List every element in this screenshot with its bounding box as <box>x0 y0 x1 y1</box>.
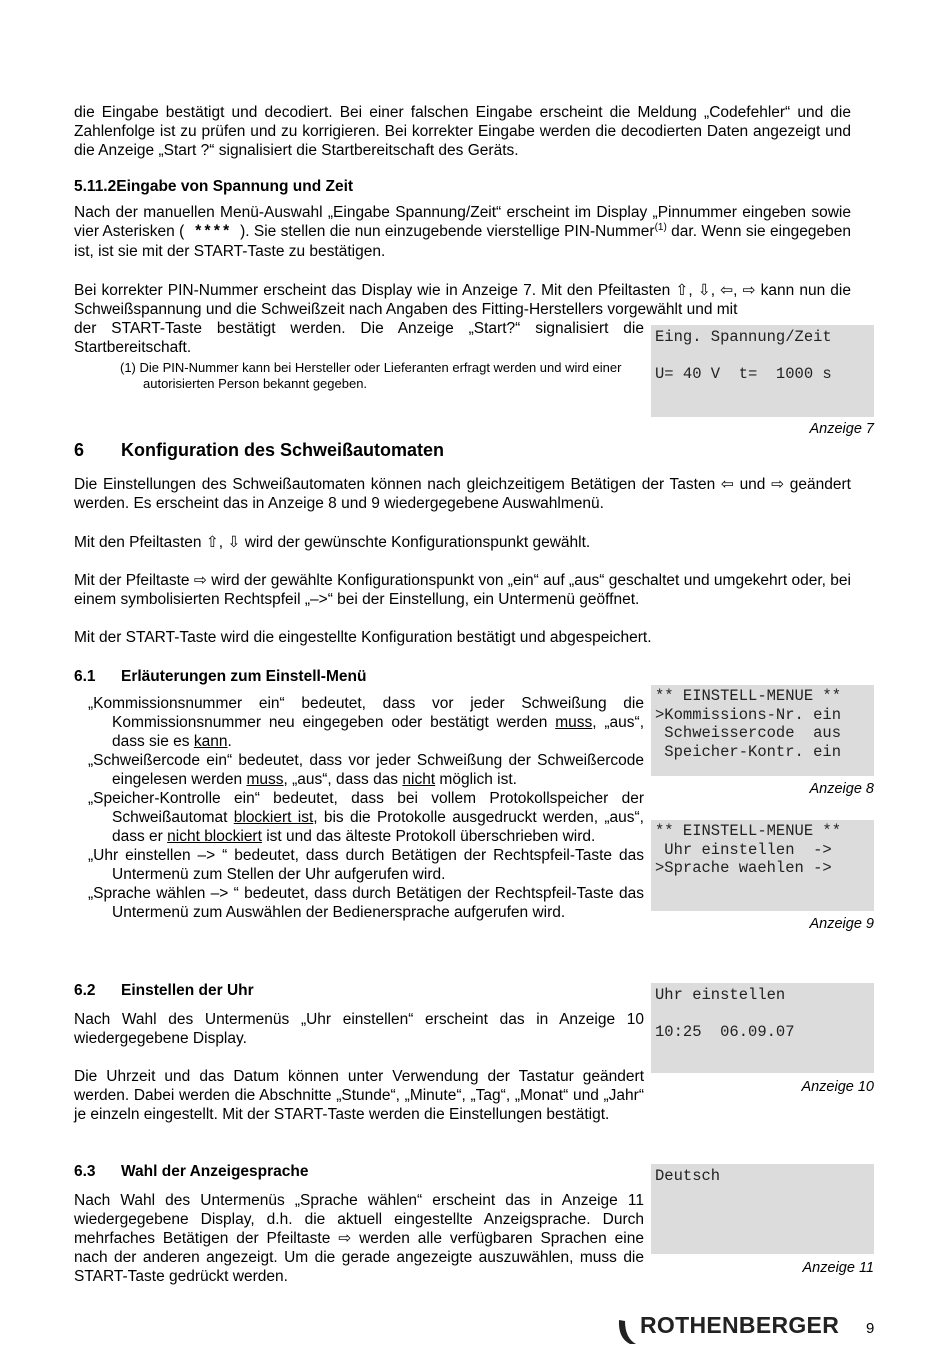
display-anzeige-8 <box>651 685 874 776</box>
display-anzeige-11 <box>651 1164 874 1254</box>
caption-anzeige-8: Anzeige 8 <box>809 781 874 797</box>
display-line: Uhr einstellen <box>655 986 786 1004</box>
display-line: Speicher-Kontr. ein <box>655 742 842 761</box>
brand-name: ROTHENBERGER <box>640 1312 840 1338</box>
caption-anzeige-9: Anzeige 9 <box>809 916 874 932</box>
s6-paragraph-1: Die Einstellungen des Schweißautomaten können nach gleichzeitigem Betätigen der Tasten ⇦ und ⇨ geändert werden. Es erscheint das in Anzeige 8 und 9 wiedergegebene Auswahlmenü. <box>74 476 851 512</box>
list-item: „Speicher-Kontrolle ein“ bedeutet, dass bei vollem Protokollspeicher der Schweißautomat blockiert ist, bis die Protokolle ausgedruckt werden, „aus“, dass er nicht blockiert ist und das älteste Protokoll überschrieben wird. <box>88 790 644 845</box>
display-anzeige-7 <box>651 325 874 417</box>
display-line <box>655 1005 874 1024</box>
section-6-2-heading: 6.2 Einstellen der Uhr <box>74 982 254 999</box>
list-item: „Uhr einstellen –> “ bedeutet, dass durch Betätigen der Rechtspfeil-Taste das Untermenü zum Stellen der Uhr aufgerufen wird. <box>88 847 644 883</box>
caption-anzeige-7: Anzeige 7 <box>809 421 874 437</box>
list-item: „Kommissionsnummer ein“ bedeutet, dass vor jeder Schweißung die Kommissionsnummer neu eingegeben oder bestätigt werden muss, „aus“, dass sie es kann. <box>88 695 645 750</box>
intro-paragraph: die Eingabe bestätigt und decodiert. Bei einer falschen Eingabe erscheint die Meldung „Codefehler“ und die Zahlenfolge ist zu prüfen und zu korrigieren. Bei korrekter Eingabe werden die decodierten Daten angezeigt und die Anzeige „Start ?“ signalisiert die Startbereitschaft des Geräts. <box>74 104 851 159</box>
section-6-3-heading: 6.3 Wahl der Anzeigesprache <box>74 1163 309 1180</box>
s6-paragraph-4: Mit der START-Taste wird die eingestellte Konfiguration bestätigt und abgespeichert. <box>74 629 652 646</box>
display-line: ** EINSTELL-MENUE ** <box>655 822 842 840</box>
page-number: 9 <box>866 1320 875 1337</box>
section-6-1-heading: 6.1 Erläuterungen zum Einstell-Menü <box>74 668 367 685</box>
s62-paragraph-2: Die Uhrzeit und das Datum können unter Verwendung der Tastatur geändert werden. Dabei werden die Abschnitte „Stunde“, „Minute“, „Tag“, „Monat“ und „Jahr“ je einzeln eingestellt. Mit der START-Taste werden die Einstellungen bestätigt. <box>74 1068 644 1123</box>
display-line: U= 40 V t= 1000 s <box>655 365 832 383</box>
section-5-11-2-heading: 5.11.2Eingabe von Spannung und Zeit <box>74 178 354 195</box>
s5112-paragraph-2a: Bei korrekter PIN-Nummer erscheint das Display wie in Anzeige 7. Mit den Pfeiltasten ⇧, ⇩, ⇦, ⇨ kann nun die Schweißspannung und die Schweißzeit nach Angaben des Fitting-Herstellers vorgewählt und mit <box>74 282 851 318</box>
display-line <box>655 347 874 366</box>
footnote: (1) Die PIN-Nummer kann bei Hersteller oder Lieferanten erfragt werden und wird einer autorisierten Person bekannt gegeben. <box>120 360 622 391</box>
display-line: Eing. Spannung/Zeit <box>655 328 832 346</box>
display-line: ** EINSTELL-MENUE ** <box>655 687 842 705</box>
settings-explanation-list <box>88 694 644 922</box>
list-item: „Sprache wählen –> “ bedeutet, dass durch Betätigen der Rechtspfeil-Taste das Untermenü zum Auswählen der Bedienersprache aufgerufen wird. <box>88 885 644 921</box>
display-line: Schweissercode aus <box>655 724 842 742</box>
s62-paragraph-1: Nach Wahl des Untermenüs „Uhr einstellen“ erscheint das in Anzeige 10 wiedergegebene Display. <box>74 1011 644 1047</box>
caption-anzeige-11: Anzeige 11 <box>802 1260 874 1276</box>
section-6-heading: 6 Konfiguration des Schweißautomaten <box>74 440 445 460</box>
s6-paragraph-3: Mit der Pfeiltaste ⇨ wird der gewählte Konfigurationspunkt von „ein“ auf „aus“ geschaltet und umgekehrt oder, bei einem symbolisierten Rechtspfeil „–>“ bei der Einstellung, ein Untermenü geöffnet. <box>74 572 851 608</box>
list-item: „Schweißercode ein“ bedeutet, dass vor jeder Schweißung der Schweißercode eingelesen werden muss, „aus“, dass das nicht möglich ist. <box>88 752 644 788</box>
display-anzeige-10 <box>651 983 874 1073</box>
s6-paragraph-2: Mit den Pfeiltasten ⇧, ⇩ wird der gewünschte Konfigurationspunkt gewählt. <box>74 534 591 551</box>
display-line: >Sprache waehlen -> <box>655 859 832 877</box>
display-line: Deutsch <box>655 1167 721 1185</box>
display-line: 10:25 06.09.07 <box>655 1023 795 1041</box>
display-line: Uhr einstellen -> <box>655 840 832 859</box>
display-line: >Kommissions-Nr. ein <box>655 705 842 724</box>
s5112-paragraph-1: Nach der manuellen Menü-Auswahl „Eingabe Spannung/Zeit“ erscheint im Display „Pinnummer eingeben sowie vier Asterisken ( **** ). Sie stellen die nun einzugebende vierstellige PIN-Nummer$^{(1)}$ dar. Wenn sie eingegeben ist, ist sie mit der START-Taste zu bestätigen. <box>74 204 851 260</box>
s63-paragraph-1: Nach Wahl des Untermenüs „Sprache wählen“ erscheint das in Anzeige 11 wiedergegebene Display, d.h. die aktuell eingestellte Anzeigsprache. Durch mehrfaches Betätigen der Pfeiltaste ⇨ werden alle verfügbaren Sprachen eine nach der anderen angezeigt. Um die gerade angezeigte auszuwählen, muss die START-Taste gedrückt werden. <box>74 1192 644 1285</box>
s5112-paragraph-2b: der START-Taste bestätigt werden. Die Anzeige „Start?“ signalisiert die Startbereitschaft. <box>74 320 644 356</box>
caption-anzeige-10: Anzeige 10 <box>801 1079 874 1095</box>
display-anzeige-9 <box>651 820 874 911</box>
rothenberger-logo <box>616 1312 842 1348</box>
